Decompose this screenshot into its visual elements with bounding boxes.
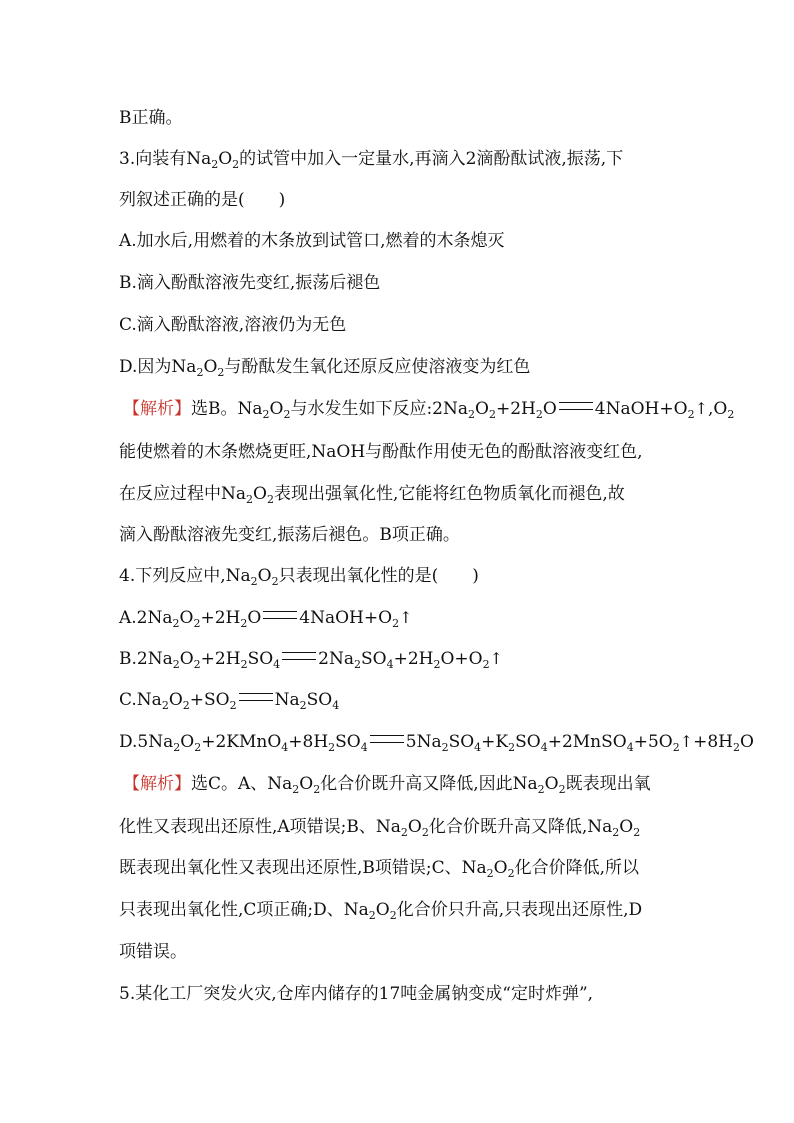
q3-analysis-line3: 在反应过程中$Na_2O_2$表现出强氧化性,它能将红色物质氧化而褪色,故 (119, 484, 625, 506)
q3-analysis-line2: 能使燃着的木条燃烧更旺,NaOH与酚酞作用使无色的酚酞溶液变红色, (119, 442, 643, 462)
equals-sign (559, 402, 593, 410)
equals-sign (370, 735, 404, 743)
q3-analysis-line1: 【解析】选B。$Na_2O_2$与水发生如下反应$:2Na_2O_2+2H_2O$ $4NaOH+O_2↑,O_2$ (123, 399, 735, 421)
q3-option-a: A.加水后,用燃着的木条放到试管口,燃着的木条熄灭 (119, 231, 505, 251)
q5-stem: 5.某化工厂突发火灾,仓库内储存的17吨金属钠变成“定时炸弹”, (119, 984, 594, 1004)
q4-analysis-line2: 化性又表现出还原性,A项错误;B、$Na_2O_2$化合价既升高又降低$,Na_2O_2$ (119, 817, 641, 839)
q4-analysis-line3: 既表现出氧化性又表现出还原性,B项错误;C、$Na_2O_2$化合价降低,所以 (119, 858, 639, 880)
equals-sign (263, 611, 297, 619)
q4-option-c: $C.Na_2O_2+SO_2$ $Na_2SO_4$ (119, 690, 340, 712)
q4-analysis-line5: 项错误。 (119, 942, 187, 962)
prev-answer-tail: B正确。 (119, 108, 183, 128)
q4-option-b: $B.2Na_2O_2+2H_2SO_4$ $2Na_2SO_4+2H_2O+O_2↑$ (119, 649, 503, 671)
equals-sign (282, 652, 316, 660)
analysis-label: 【解析】 (123, 399, 191, 419)
q3-option-b: B.滴入酚酞溶液先变红,振荡后褪色 (119, 273, 381, 293)
q3-option-d: D.因为$Na_2O_2$与酚酞发生氧化还原反应使溶液变为红色 (119, 357, 531, 379)
q4-stem: 4.下列反应中$,Na_2O_2$只表现出氧化性的是( ) (119, 566, 479, 588)
q3-stem-line2: 列叙述正确的是( ) (119, 190, 286, 210)
q4-analysis-line4: 只表现出氧化性,C项正确;D、$Na_2O_2$化合价只升高,只表现出还原性,D (119, 900, 643, 922)
analysis-label: 【解析】 (123, 774, 191, 794)
q4-option-d: $D.5Na_2O_2+2KMnO_4+8H_2SO_4$ $5Na_2SO_4+K_2SO_4+2MnSO_4+5O_2↑+8H_2O$ (119, 732, 754, 754)
q3-stem-line1: 3.向装有$Na_2O_2$的试管中加入一定量水,再滴入2滴酚酞试液,振荡,下 (119, 149, 624, 171)
q4-analysis-line1: 【解析】选C。A、$Na_2O_2$化合价既升高又降低,因此$Na_2O_2$既表现出氧 (123, 774, 651, 796)
q4-option-a: $A.2Na_2O_2+2H_2O$ $4NaOH+O_2↑$ (119, 608, 413, 630)
q3-option-c: C.滴入酚酞溶液,溶液仍为无色 (119, 315, 347, 335)
equals-sign (239, 693, 273, 701)
q3-analysis-line4: 滴入酚酞溶液先变红,振荡后褪色。B项正确。 (119, 525, 460, 545)
